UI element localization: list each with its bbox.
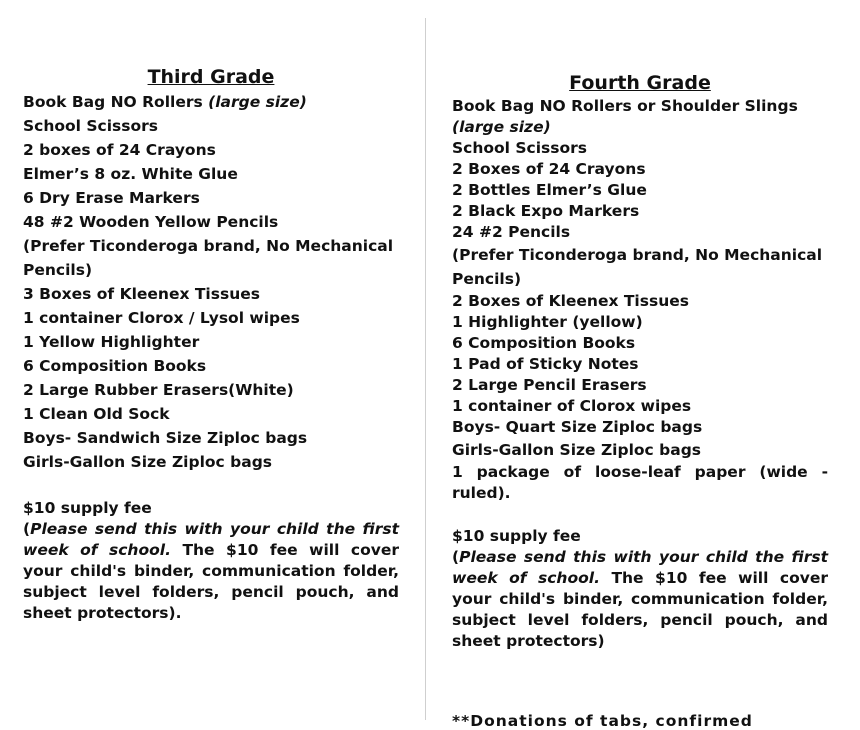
supply-fee-note [23,519,399,624]
item-italic-note: (large size) [452,118,551,136]
list-item: 2 Bottles Elmer’s Glue [452,181,647,199]
third-grade-title: Third Grade [147,66,275,88]
fee-body-text: The $10 fee will cover your child's binder, communication folder, subject level folders, pencil pouch, and sheet protectors). [23,541,399,622]
list-item: Book Bag NO Rollers or Shoulder Slings [452,97,798,115]
list-item: (Prefer Ticonderoga brand, No Mechanical Pencils) [23,237,394,279]
fourth-grade-title: Fourth Grade [569,72,711,94]
list-item: 6 Composition Books [452,334,636,352]
list-item [452,117,828,138]
list-item: 3 Boxes of Kleenex Tissues [23,285,260,303]
list-item: 1 Highlighter (yellow) [452,313,643,331]
item-text: Book Bag NO Rollers [23,93,209,111]
fourth-grade-column [452,70,828,652]
fee-body-text: The $10 fee will cover your child's binder, communication folder, subject level folders, pencil pouch, and sheet protectors) [452,569,828,650]
list-item: 2 Large Pencil Erasers [452,376,647,394]
list-item: 1 package of loose-leaf paper (wide - ruled). [452,463,828,502]
list-item: 2 Black Expo Markers [452,202,640,220]
list-item: 2 Large Rubber Erasers(White) [23,381,294,399]
fee-italic-text: Please send this with your child the first week of school. [452,548,828,587]
list-item: 1 container of Clorox wipes [452,397,692,415]
list-item: Elmer’s 8 oz. White Glue [23,165,238,183]
list-item: (Prefer Ticonderoga brand, No Mechanical Pencils) [452,246,823,288]
list-item: Boys- Sandwich Size Ziploc bags [23,429,308,447]
list-item: 1 Clean Old Sock [23,405,170,423]
list-item: 6 Dry Erase Markers [23,189,200,207]
list-item [23,90,399,114]
supply-fee-note [452,547,828,652]
third-grade-column [23,64,399,624]
list-item: Girls-Gallon Size Ziploc bags [452,441,702,459]
column-divider [425,18,426,720]
list-item: 6 Composition Books [23,357,207,375]
supply-fee-label: $10 supply fee [23,499,152,517]
list-item: 2 boxes of 24 Crayons [23,141,216,159]
item-italic-note: (large size) [208,93,307,111]
list-item: 2 Boxes of Kleenex Tissues [452,292,689,310]
list-item: 1 Yellow Highlighter [23,333,200,351]
list-item: 2 Boxes of 24 Crayons [452,160,646,178]
list-item: 1 Pad of Sticky Notes [452,355,639,373]
list-item: School Scissors [23,117,159,135]
supply-fee-label: $10 supply fee [452,527,581,545]
cutoff-text-line: **Donations of tabs, confirmed [452,712,753,730]
list-item: Girls-Gallon Size Ziploc bags [23,453,273,471]
fee-paren: ( [452,548,460,566]
list-item: 48 #2 Wooden Yellow Pencils [23,213,279,231]
list-item: School Scissors [452,139,588,157]
list-item: Boys- Quart Size Ziploc bags [452,418,703,436]
list-item: 24 #2 Pencils [452,223,571,241]
list-item: 1 container Clorox / Lysol wipes [23,309,300,327]
fee-italic-text: Please send this with your child the first week of school. [23,520,399,559]
fee-paren: ( [23,520,31,538]
